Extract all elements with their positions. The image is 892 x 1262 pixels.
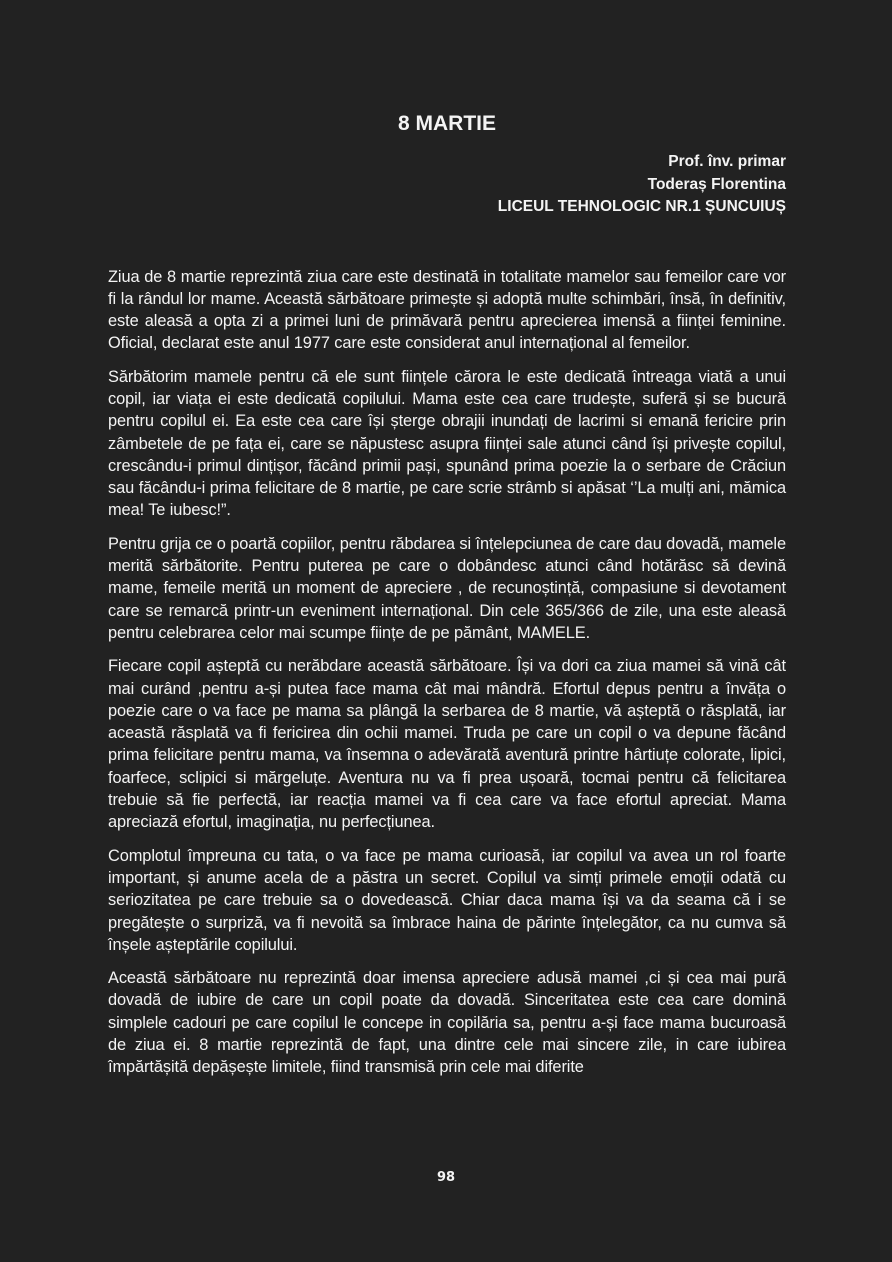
paragraph: Fiecare copil așteptă cu nerăbdare această sărbătoare. Își va dori ca ziua mamei să vină cât mai curând ,pentru a-și putea face mama cât mai mândră. Efortul depus pentru a învăța o poezie care o va face pe mama sa plângă la serbarea de 8 martie, vă așteptă o răsplată, iar această răsplată va fi fericirea din ochii mamei. Truda pe care un copil o va depune făcând prima felicitare pentru mama, va însemna o adevărată aventură printre hârtiuțe colorate, lipici, foarfece, sclipici si mărgeluțe. Aventura nu va fi prea ușoară, tocmai pentru că felicitarea trebuie să fie perfectă, iar reacția mamei va fi cea care va face efortul apreciat. Mama apreciază efortul, imaginația, nu perfecțiunea. — [108, 657, 786, 832]
author-position: Prof. înv. primar — [668, 153, 786, 170]
page-number: 98 — [436, 1170, 456, 1185]
paragraph: Ziua de 8 martie reprezintă ziua care este destinată in totalitate mamelor sau femeilor care vor fi la rândul lor mame. Această sărbătoare primește și adoptă multe schimbări, însă, în definitiv, este aleasă a opta zi a primei luni de primăvară pentru aprecierea imensă a ființei feminine. Oficial, declarat este anul 1977 care este considerat anul internațional al femeilor. — [108, 267, 786, 353]
author-school: LICEUL TEHNOLOGIC NR.1 ȘUNCUIUȘ — [497, 198, 786, 215]
author-block — [108, 151, 786, 219]
paragraph: Această sărbătoare nu reprezintă doar imensa apreciere adusă mamei ,ci și cea mai pură dovadă de iubire de care un copil poate da dovadă. Sinceritatea este cea care domină simplele cadouri pe care copilul le concepe in copilăria sa, pentru a-și face mama bucuroasă de ziua ei. 8 martie reprezintă de fapt, una dintre cele mai sincere zile, in care iubirea împărtășită depășește limitele, fiind transmisă prin cele mai diferite — [108, 969, 786, 1077]
document-page — [108, 108, 786, 1090]
author-name: Toderaș Florentina — [647, 175, 786, 193]
paragraph: Pentru grija ce o poartă copiilor, pentru răbdarea si înțelepciunea de care dau dovadă, mamele merită sărbătorite. Pentru puterea pe care o dobândesc atunci când hotărăsc să devină mame, femeile merită un moment de apreciere , de recunoștință, compasiune si devotament care se remarcă printr-un eveniment internațional. Din cele 365/366 de zile, una este aleasă pentru celebrarea celor mai scumpe ființe de pe pământ, MAMELE. — [108, 534, 786, 642]
page-title: 8 MARTIE — [397, 112, 496, 135]
article-body — [108, 266, 786, 1079]
paragraph: Sărbătorim mamele pentru că ele sunt ființele cărora le este dedicată întreaga viată a unui copil, iar viața ei este dedicată copilului. Mama este cea care trudește, suferă și se bucură pentru copilul ei. Ea este cea care își șterge obrajii inundați de lacrimi si emană fericire prin zâmbetele de pe fața ei, care se năpustesc asupra ființei sale atunci când își privește copilul, crescându-i primul dințișor, făcând primii pași, spunând prima poezie la o serbare de Crăciun sau făcându-i prima felicitare de 8 martie, pe care scrie strâmb si apăsat ‘’La mulți ani, mămica mea! Te iubesc!”. — [108, 367, 786, 520]
paragraph: Complotul împreuna cu tata, o va face pe mama curioasă, iar copilul va avea un rol foarte important, și anume acela de a păstra un secret. Copilul va simți primele emoții odată cu seriozitatea pe care trebuie sa o dovedească. Chiar daca mama își va da seama că i se pregătește o surpriză, va fi nevoită sa îmbrace haina de părinte înțelegător, ca nu cumva să înșele așteptările copilului. — [108, 846, 786, 954]
